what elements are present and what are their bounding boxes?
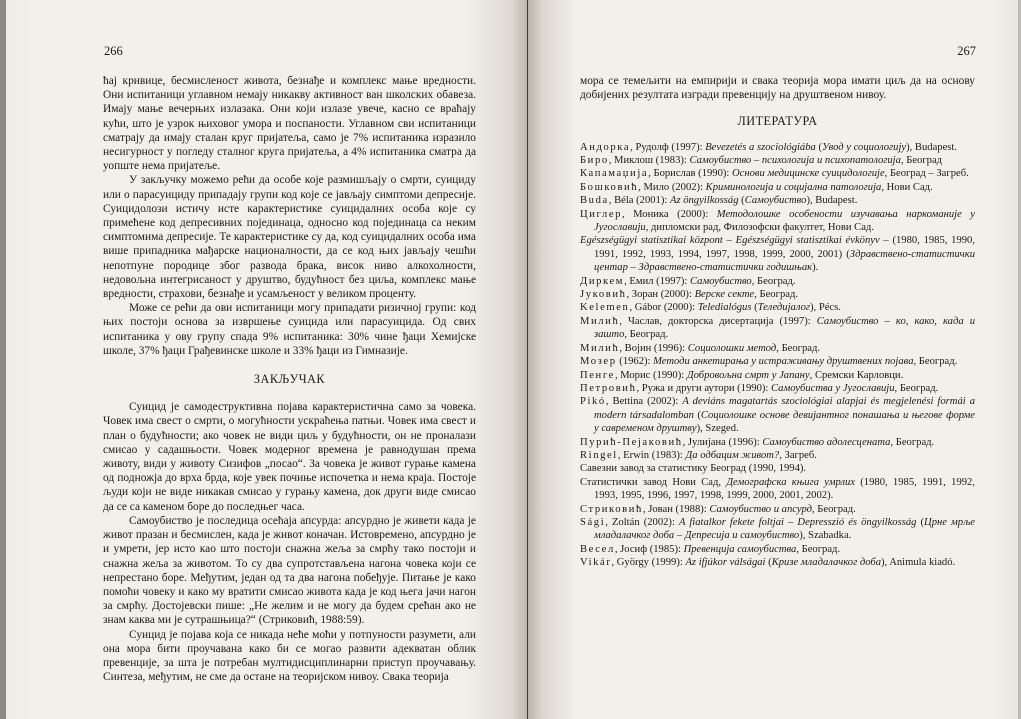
reference-text: , Мило (2002): (638, 181, 706, 193)
reference-text: ( (693, 409, 701, 421)
reference-item (580, 382, 975, 395)
reference-text: ( (765, 557, 772, 569)
reference-title: Самоубиство и апсурд (709, 503, 812, 515)
reference-author: Мозер (580, 356, 617, 368)
reference-text: , Војин (1996): (619, 342, 688, 354)
reference-text: , Нови Сад. (881, 181, 933, 193)
paragraph: мора се темељити на емпирији и свака теорија мора имати циљ да на основу добијених резултата изгради превенцију на друштвеном нивоу. (580, 75, 975, 102)
reference-text: ), Animula kiadó. (881, 557, 956, 569)
reference-text: , Zoltán (2002): (605, 516, 679, 528)
reference-title: Самоубиства у Југославији (771, 382, 895, 394)
reference-text: , Београд. (624, 329, 669, 341)
reference-item (580, 449, 975, 462)
reference-title: Самоубиство адолесцената (762, 436, 891, 448)
reference-author: Бошковић (580, 181, 639, 193)
reference-text: Статистички завод Нови Сад, (580, 476, 727, 488)
reference-text: , Јосиф (1985): (614, 543, 684, 555)
reference-title: Социолошке основе девијантног понашања и његове форме у савременом друштву (594, 409, 976, 435)
reference-title: Демографска књига умрлих (726, 476, 855, 488)
reference-text: ), Budapest. (806, 195, 858, 207)
reference-text: , Београд – Загреб. (884, 168, 969, 180)
reference-title: Bevezetés a szociológiába (705, 141, 816, 153)
reference-title: Самоубиство (744, 195, 807, 207)
reference-text: ( (738, 195, 745, 207)
reference-text: (1980, 1985, 1991, 1992, 1993, 1995, 1996, 1997, 1998, 1999, 2000, 2001, 2002). (594, 476, 976, 502)
reference-text: , Erwin (1983): (617, 449, 686, 461)
reference-author: Пурић-Пејаковић (580, 436, 683, 448)
reference-title: Превенција самоубиства (683, 543, 797, 555)
reference-author: Buda (580, 195, 609, 207)
reference-text: ), Budapest. (906, 141, 958, 153)
reference-text: Савезни завод за статистику Београд (1990, 1994). (580, 463, 807, 475)
reference-title: Да одбацим живот? (685, 449, 780, 461)
reference-author: Капамаџија (580, 168, 649, 180)
reference-text: , Београд. (796, 543, 841, 555)
reference-author: Kelemen (580, 302, 630, 314)
left-body-text (103, 74, 476, 684)
reference-item (580, 462, 975, 475)
reference-text: , György (1999): (611, 557, 686, 569)
reference-text: , Београд. (812, 503, 856, 515)
reference-item (580, 476, 975, 503)
reference-title: Az öngyilkosság (669, 195, 739, 207)
reference-text: , Загреб. (779, 449, 817, 461)
reference-item (580, 167, 975, 180)
reference-item (580, 556, 975, 569)
reference-item (580, 355, 975, 368)
reference-author: Петровић (580, 382, 637, 394)
reference-item (580, 436, 975, 449)
reference-text: ( (916, 516, 925, 528)
reference-text: , Часлав, докторска дисертација (1997): (619, 315, 817, 327)
page-number: 267 (957, 44, 976, 58)
reference-text: , Београд (900, 155, 943, 167)
reference-title: Социолошки метод (687, 342, 777, 354)
reference-item (580, 181, 975, 194)
reference-list (580, 141, 975, 570)
reference-title: Методи анкетирања у истраживању друштвених појава (653, 356, 914, 368)
reference-text: , Сремски Карловци. (809, 369, 904, 381)
reference-text: ( (751, 302, 758, 314)
reference-title: Криминологија и социјална патологија (705, 181, 882, 193)
page-number: 266 (104, 44, 123, 58)
page-edge (0, 0, 6, 719)
reference-text: ), Pécs. (810, 302, 841, 314)
reference-title: Теледијалог (757, 302, 810, 314)
reference-title: Teledialógus (697, 302, 752, 314)
reference-item (580, 503, 975, 516)
reference-text: (1962): (616, 356, 654, 368)
reference-author: Циглер (580, 208, 623, 220)
reference-title: Методолошке особености изучавања наркоманије у Југославији (594, 208, 975, 234)
reference-text: , Емил (1997): (624, 275, 691, 287)
right-body-text (580, 74, 975, 570)
reference-text: ), Szeged. (696, 423, 739, 435)
reference-title: Црне мрље младалачког доба – Депресија и самоубиство (594, 516, 975, 542)
reference-title: Здравствено-статистички центар – Здравствено-статистички годишњак (594, 248, 975, 274)
reference-author: Милић (580, 315, 620, 327)
paragraph: У закључку можемо рећи да особе које размишљају о смрти, суициду или о парасуициду припадају групи код које се јављају симптоми депресије. Суицидолози истичу исте карактеристике суицидалних особа које су примећене код депресивних појединаца, односно код појединаца са неким симптомима депресије. Те карактеристике су да, код суицидалних особа има више припадника мађарске националности, да се код њих јављају чешћи непотпуне породице због развода брака, висок ниво алкохолности, недовољна интегрисаност у друштво, будућност без циља, комплекс мање вредности, страхови, безнађе и усамљеност у великом проценту. (103, 174, 476, 301)
reference-text: , Јован (1988): (642, 503, 710, 515)
reference-text: , Београд. (894, 382, 939, 394)
reference-author: Јуковић (580, 289, 627, 301)
reference-text: , Морис (1990): (614, 369, 687, 381)
right-page (528, 0, 1021, 719)
reference-text: , Рудолф (1997): (630, 141, 706, 153)
reference-author: Sági (580, 516, 606, 528)
reference-title: A deviáns magatartás szociológiai alapjai és megjelenési formái a modern társadalomban (594, 396, 975, 421)
reference-text: ). (812, 262, 819, 274)
reference-item (580, 234, 975, 274)
reference-text: – (1980, 1985, 1990, 1991, 1992, 1993, 1994, 1997, 1998, 1999, 2000, 2001) ( (594, 235, 975, 260)
reference-item (580, 288, 975, 301)
reference-text: , Моника (2000): (622, 208, 717, 220)
paragraph: ћај кривице, бесмисленост живота, безнађе и комплекс мање вредности. Они испитаници углавном немају никакву активност ван школских обавеза. Имају мање вечерњих излазака. Они који излазе увече, касно се враћају кући, што је узрок њиховог умора и поспаности. Углавном сви испитаници сматрају да имају сталан круг пријатеља, само је 7% испитаника изразило несигурност у погледу сталног круга пријатеља, а 4% испитаника сматра да уопште нема пријатеље. (103, 75, 476, 173)
reference-author: Милић (580, 342, 620, 354)
reference-item (580, 275, 975, 288)
reference-title: Az ifjúkor válságai (685, 557, 766, 569)
reference-text: , Београд. (754, 289, 798, 301)
reference-text: , Зоран (2000): (626, 289, 695, 301)
reference-title: Самоубиство (690, 275, 752, 287)
reference-text: , дипломски рад, Филозофски факултет, Нови Сад. (645, 222, 874, 234)
reference-title: Самоубиство – ко, како, када и зашто (594, 315, 975, 341)
reference-item (580, 543, 975, 556)
reference-author: Андорка (580, 141, 631, 153)
reference-text: , Bettina (2002): (605, 396, 683, 408)
paragraph: Може се рећи да ови испитаници могу припадати ризичној групи: код њих постоји основа за извршење суицида или парасуицида. Од свих испитаника у ову групу спада 9% испитаника: 30% чине ђаци Хемијске школе, 37% ђаци Грађевинске школе и 33% ђаци из Гимназије. (103, 302, 476, 357)
reference-text: , Béla (2001): (608, 195, 670, 207)
reference-text: , Београд. (890, 436, 935, 448)
section-heading: ЗАКЉУЧАК (253, 372, 326, 387)
reference-author: Биро (580, 155, 609, 167)
reference-item (580, 315, 975, 342)
reference-text: , Јулијана (1996): (682, 436, 763, 448)
reference-author: Pikó (580, 396, 606, 408)
reference-text: , Ружа и други аутори (1990): (636, 382, 772, 394)
reference-text: , Миклош (1983): (608, 155, 690, 167)
reference-text: , Gábor (2000): (629, 302, 698, 314)
reference-item (580, 342, 975, 355)
reference-title: Добровољна смрт у Јапану (686, 369, 810, 381)
section-heading: ЛИТЕРАТУРА (737, 114, 818, 129)
reference-text: , Београд. (776, 342, 821, 354)
reference-text: ), Szabadka. (799, 530, 852, 542)
reference-item (580, 516, 975, 543)
reference-title: Кризе младалачког доба (771, 557, 881, 569)
reference-title: Egészségügyi statisztikai központ – Egészségügyi statisztikai évkönyv (580, 235, 880, 247)
reference-author: Стриковић (580, 503, 643, 515)
reference-item (580, 141, 975, 154)
reference-text: ( (815, 141, 823, 153)
paragraph: Суицид је самодеструктивна појава карактеристична само за човека. Човек има свест о смрти, о могућности ускраћења патњи. Човек има свест и план о будућности; ако човек не види циљ у будућности, он не проналази смисао у садашњости. Човек модерног времена је равнодушан према животу, види у животу Сизифов „посао“. За човека је живот гурање камена од подножја до врха брда, које увек почиње испочетка и нема краја. Постоје људи који не виде никакав смисао у гурању камена, док други виде смисао да се са каменом боре до последњег часа. (103, 401, 476, 513)
reference-item (580, 369, 975, 382)
reference-text: , Београд. (751, 275, 796, 287)
paragraph: Суицид је појава која се никада неће моћи у потпуности разумети, али она мора бити проучавана како би се могао развити адекватан облик превенције, за шта је потребан мултидисциплинарни приступ проучавању. Синтеза, међутим, не сме да остане на теоријском нивоу. Свака теорија (103, 628, 476, 684)
reference-item (580, 395, 975, 435)
reference-author: Пенге (580, 369, 615, 381)
reference-text: , Борислав (1990): (648, 168, 733, 180)
reference-title: Основи медицинске суицидологије (732, 168, 885, 180)
reference-item (580, 301, 975, 314)
reference-title: Верске секте (694, 289, 755, 301)
reference-author: Ringel (580, 449, 618, 461)
paragraph: Самоубиство је последица осећаја апсурда: апсурдно је живети када је живот празан и бесмислен, када је живот коначан. Истовремено, апсурдно је и умрети, јер исто као што постоји снажна жеља за смрћу тако постоји и снажна жеља за животом. То су два супротстављена нагона човека који се непрестано боре. Међутим, један од та два нагона побеђује. Питање је како помоћи човеку и како му вратити смисао живота када је код њега јачи нагон за смрћу. Достојевски пише: „Не желим и не могу да будем срећан ако не знам каква ми је сутрашњица?“ (Стриковић, 1988:59). (103, 514, 476, 627)
reference-title: A fiatalkor fekete foltjai – Depresszió és öngyilkosság (678, 516, 917, 528)
reference-title: Самоубиство – психологија и психопатологија (689, 155, 901, 167)
reference-title: Увод у социологију (822, 141, 907, 153)
reference-item (580, 154, 975, 167)
reference-author: Весел (580, 543, 615, 555)
reference-text: , Београд. (913, 356, 958, 368)
reference-author: Диркем (580, 275, 625, 287)
reference-author: Vikár (580, 557, 612, 569)
reference-item (580, 208, 975, 235)
reference-item (580, 194, 975, 207)
